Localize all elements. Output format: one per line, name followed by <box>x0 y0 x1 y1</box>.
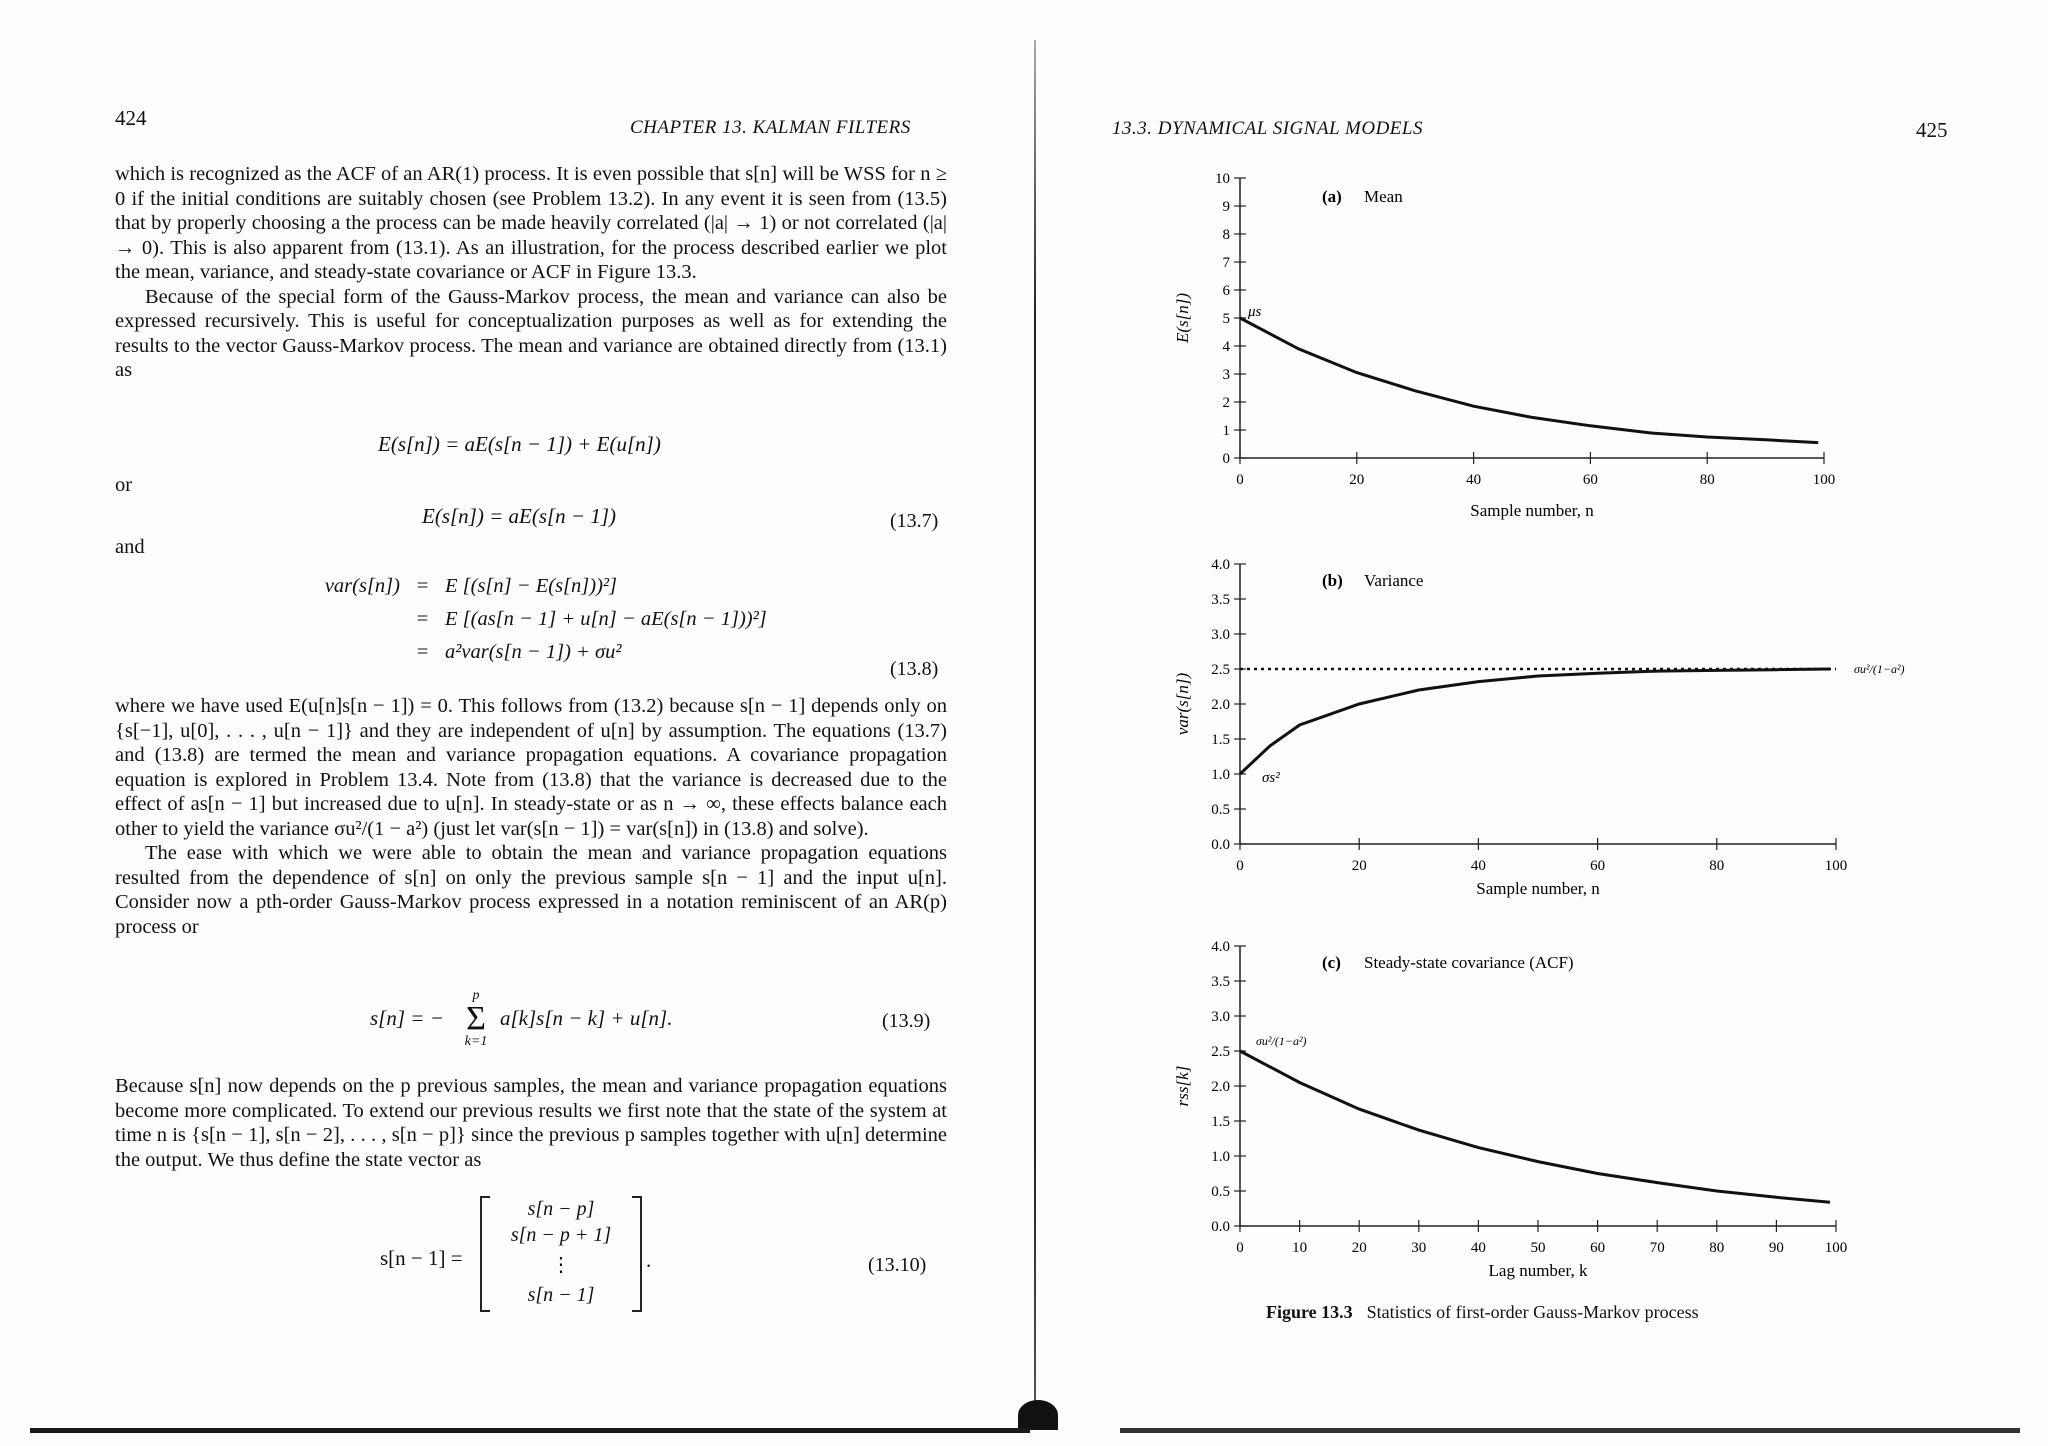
y-tick-label: 3.5 <box>1211 592 1230 608</box>
x-tick-label: 10 <box>1292 1240 1308 1256</box>
annotation-acf-zero: σu²/(1−a²) <box>1256 1034 1307 1048</box>
y-tick-label: 3.0 <box>1211 627 1230 643</box>
y-tick-label: 0.0 <box>1211 1219 1230 1235</box>
equation-variance <box>270 575 767 674</box>
y-tick-label: 1.0 <box>1211 1149 1230 1165</box>
gutter-shadow <box>1018 1400 1058 1430</box>
y-tick-label: 3.0 <box>1211 1009 1230 1025</box>
equation-ar-lhs: s[n] = − <box>370 1006 444 1030</box>
y-tick-label: 5 <box>1222 311 1230 327</box>
figure-13-3 <box>1040 150 1940 1300</box>
equation-mean: E(s[n]) = aE(s[n − 1]) <box>422 504 617 528</box>
bottom-edge-left <box>30 1428 1030 1433</box>
equation-ar-rhs: a[k]s[n − k] + u[n]. <box>500 1006 673 1030</box>
body-text-bottom <box>115 1074 947 1172</box>
y-tick-label: 4.0 <box>1211 939 1230 955</box>
x-tick-label: 60 <box>1590 1240 1606 1256</box>
y-tick-label: 3 <box>1222 367 1230 383</box>
y-axis-label: rss[k] <box>1173 1065 1192 1107</box>
equation-number-13-9: (13.9) <box>882 1010 931 1032</box>
summation-sigma: Σ <box>466 1000 486 1037</box>
body-text-top <box>115 162 947 383</box>
figure-caption <box>1266 1302 1699 1323</box>
y-axis-label: E(s[n]) <box>1173 292 1192 344</box>
running-head-right: 13.3. DYNAMICAL SIGNAL MODELS <box>1112 118 1423 139</box>
matrix-entry-dots: ⋮ <box>551 1254 571 1276</box>
panel-title: Steady-state covariance (ACF) <box>1364 953 1574 972</box>
x-axis-label: Sample number, n <box>1476 879 1600 898</box>
body-text-middle <box>115 694 947 939</box>
page-number-right: 425 <box>1916 118 1948 142</box>
y-tick-label: 1.0 <box>1211 767 1230 783</box>
equation-number-13-10: (13.10) <box>868 1254 927 1276</box>
x-tick-label: 80 <box>1709 1240 1725 1256</box>
panel-label: (b) <box>1322 571 1343 590</box>
equals-sign: = <box>416 608 429 630</box>
y-tick-label: 2.0 <box>1211 1079 1230 1095</box>
equation-mean-full: E(s[n]) = aE(s[n − 1]) + E(u[n]) <box>378 432 661 456</box>
variance-lhs: var(s[n]) <box>324 575 400 597</box>
series-line <box>1240 669 1830 774</box>
x-tick-label: 100 <box>1824 858 1848 874</box>
gutter-fold-line <box>1034 40 1036 1420</box>
x-tick-label: 40 <box>1466 472 1482 488</box>
y-tick-label: 0.0 <box>1211 837 1230 853</box>
y-tick-label: 0.5 <box>1211 1184 1230 1200</box>
annotation-mu: μs <box>1248 304 1262 320</box>
panel-label: (c) <box>1322 953 1341 972</box>
y-tick-label: 1.5 <box>1211 1114 1230 1130</box>
series-line <box>1240 1051 1830 1202</box>
summation-lower: k=1 <box>464 1034 488 1049</box>
x-axis-label: Lag number, k <box>1488 1261 1588 1280</box>
matrix-entry-2: s[n − p + 1] <box>510 1224 612 1246</box>
y-tick-label: 0 <box>1222 451 1230 467</box>
page-number-left: 424 <box>115 106 147 130</box>
x-tick-label: 40 <box>1470 1240 1486 1256</box>
matrix-entry-1: s[n − p] <box>527 1198 595 1220</box>
y-tick-label: 8 <box>1222 227 1230 243</box>
y-tick-label: 2.0 <box>1211 697 1230 713</box>
series-line <box>1240 318 1818 443</box>
y-tick-label: 1 <box>1222 423 1230 439</box>
y-axis-label: var(s[n]) <box>1173 672 1192 736</box>
y-tick-label: 6 <box>1222 283 1230 299</box>
figure-caption-text: Statistics of first-order Gauss-Markov process <box>1366 1302 1699 1322</box>
equation-number-13-8: (13.8) <box>890 658 939 680</box>
equals-sign: = <box>416 641 429 663</box>
y-tick-label: 4 <box>1222 339 1230 355</box>
x-tick-label: 100 <box>1824 1240 1848 1256</box>
equals-sign: = <box>416 575 429 597</box>
y-tick-label: 10 <box>1215 171 1230 187</box>
equation-number-13-7: (13.7) <box>890 510 939 532</box>
paragraph-2: Because of the special form of the Gauss-Markov process, the mean and variance can also be expressed recursively. This is useful for conceptualization purposes as well as for extending the results to the vector Gauss-Markov process. The mean and variance are obtained directly from (13.1) as <box>115 285 947 381</box>
x-tick-label: 20 <box>1349 472 1365 488</box>
paragraph-5: Because s[n] now depends on the p previous samples, the mean and variance propagation equations become more complicated. To extend our previous results we first note that the state of the system at time n is {s[n − 1], s[n − 2], . . . , s[n − p]} since the previous p samples together with u[n] determine the output. We thus define the state vector as <box>115 1075 947 1171</box>
y-tick-label: 4.0 <box>1211 557 1230 573</box>
x-tick-label: 0 <box>1236 858 1244 874</box>
equation-state-period: . <box>646 1248 652 1272</box>
y-tick-label: 2.5 <box>1211 662 1230 678</box>
x-tick-label: 100 <box>1812 472 1836 488</box>
x-tick-label: 80 <box>1699 472 1715 488</box>
x-tick-label: 0 <box>1236 1240 1244 1256</box>
summation-symbol <box>456 988 496 1050</box>
x-tick-label: 70 <box>1649 1240 1665 1256</box>
x-tick-label: 40 <box>1470 858 1486 874</box>
variance-line-1: E [(s[n] − E(s[n]))²] <box>445 575 618 597</box>
panel-label: (a) <box>1322 187 1342 206</box>
equation-state-lhs: s[n − 1] = <box>380 1246 463 1270</box>
variance-line-3: a²var(s[n − 1]) + σu² <box>445 641 622 663</box>
x-tick-label: 80 <box>1709 858 1725 874</box>
state-vector-matrix <box>480 1196 642 1312</box>
paragraph-1: which is recognized as the ACF of an AR(1) process. It is even possible that s[n] will be WSS for n ≥ 0 if the initial conditions are suitably chosen (see Problem 13.2). In any event it is seen from (13.5) that by properly choosing a the process can be made heavily correlated (|a| → 1) or not correlated (|a| → 0). This is also apparent from (13.1). As an illustration, for the process described earlier we plot the mean, variance, and steady-state covariance or ACF in Figure 13.3. <box>115 163 947 283</box>
y-tick-label: 3.5 <box>1211 974 1230 990</box>
x-tick-label: 20 <box>1351 858 1367 874</box>
x-tick-label: 60 <box>1590 858 1606 874</box>
y-tick-label: 9 <box>1222 199 1230 215</box>
y-tick-label: 7 <box>1222 255 1230 271</box>
annotation-steady-variance: σu²/(1−a²) <box>1854 662 1905 676</box>
x-tick-label: 90 <box>1768 1240 1784 1256</box>
x-tick-label: 50 <box>1530 1240 1546 1256</box>
bottom-edge-right <box>1120 1428 2020 1433</box>
x-tick-label: 60 <box>1582 472 1598 488</box>
running-head-left: CHAPTER 13. KALMAN FILTERS <box>630 117 911 138</box>
paragraph-4: The ease with which we were able to obtain the mean and variance propagation equations resulted from the dependence of s[n] on only the previous sample s[n − 1] and the input u[n]. Consider now a pth-order Gauss-Markov process expressed in a notation reminiscent of an AR(p) process or <box>115 842 947 938</box>
variance-line-2: E [(as[n − 1] + u[n] − aE(s[n − 1]))²] <box>445 608 767 630</box>
y-tick-label: 0.5 <box>1211 802 1230 818</box>
x-tick-label: 0 <box>1236 472 1244 488</box>
panel-title: Mean <box>1364 187 1403 206</box>
y-tick-label: 1.5 <box>1211 732 1230 748</box>
word-or: or <box>115 474 133 496</box>
x-tick-label: 20 <box>1351 1240 1367 1256</box>
y-tick-label: 2.5 <box>1211 1044 1230 1060</box>
summation-upper: p <box>472 988 480 1003</box>
matrix-entry-last: s[n − 1] <box>527 1284 595 1306</box>
paragraph-3: where we have used E(u[n]s[n − 1]) = 0. This follows from (13.2) because s[n − 1] depends only on {s[−1], u[0], . . . , u[n − 1]} and they are independent of u[n] by assumption. The equations (13.7) and (13.8) are termed the mean and variance propagation equations. A covariance propagation equation is explored in Problem 13.4. Note from (13.8) that the variance is decreased due to the effect of as[n − 1] but increased due to u[n]. In steady-state or as n → ∞, these effects balance each other to yield the variance σu²/(1 − a²) (just let var(s[n − 1]) = var(s[n]) in (13.8) and solve). <box>115 695 947 840</box>
x-axis-label: Sample number, n <box>1470 501 1594 520</box>
figure-caption-label: Figure 13.3 <box>1266 1302 1353 1322</box>
word-and: and <box>115 536 145 558</box>
annotation-sigma-s: σs² <box>1262 770 1280 786</box>
panel-title: Variance <box>1364 571 1424 590</box>
x-tick-label: 30 <box>1411 1240 1427 1256</box>
y-tick-label: 2 <box>1222 395 1230 411</box>
